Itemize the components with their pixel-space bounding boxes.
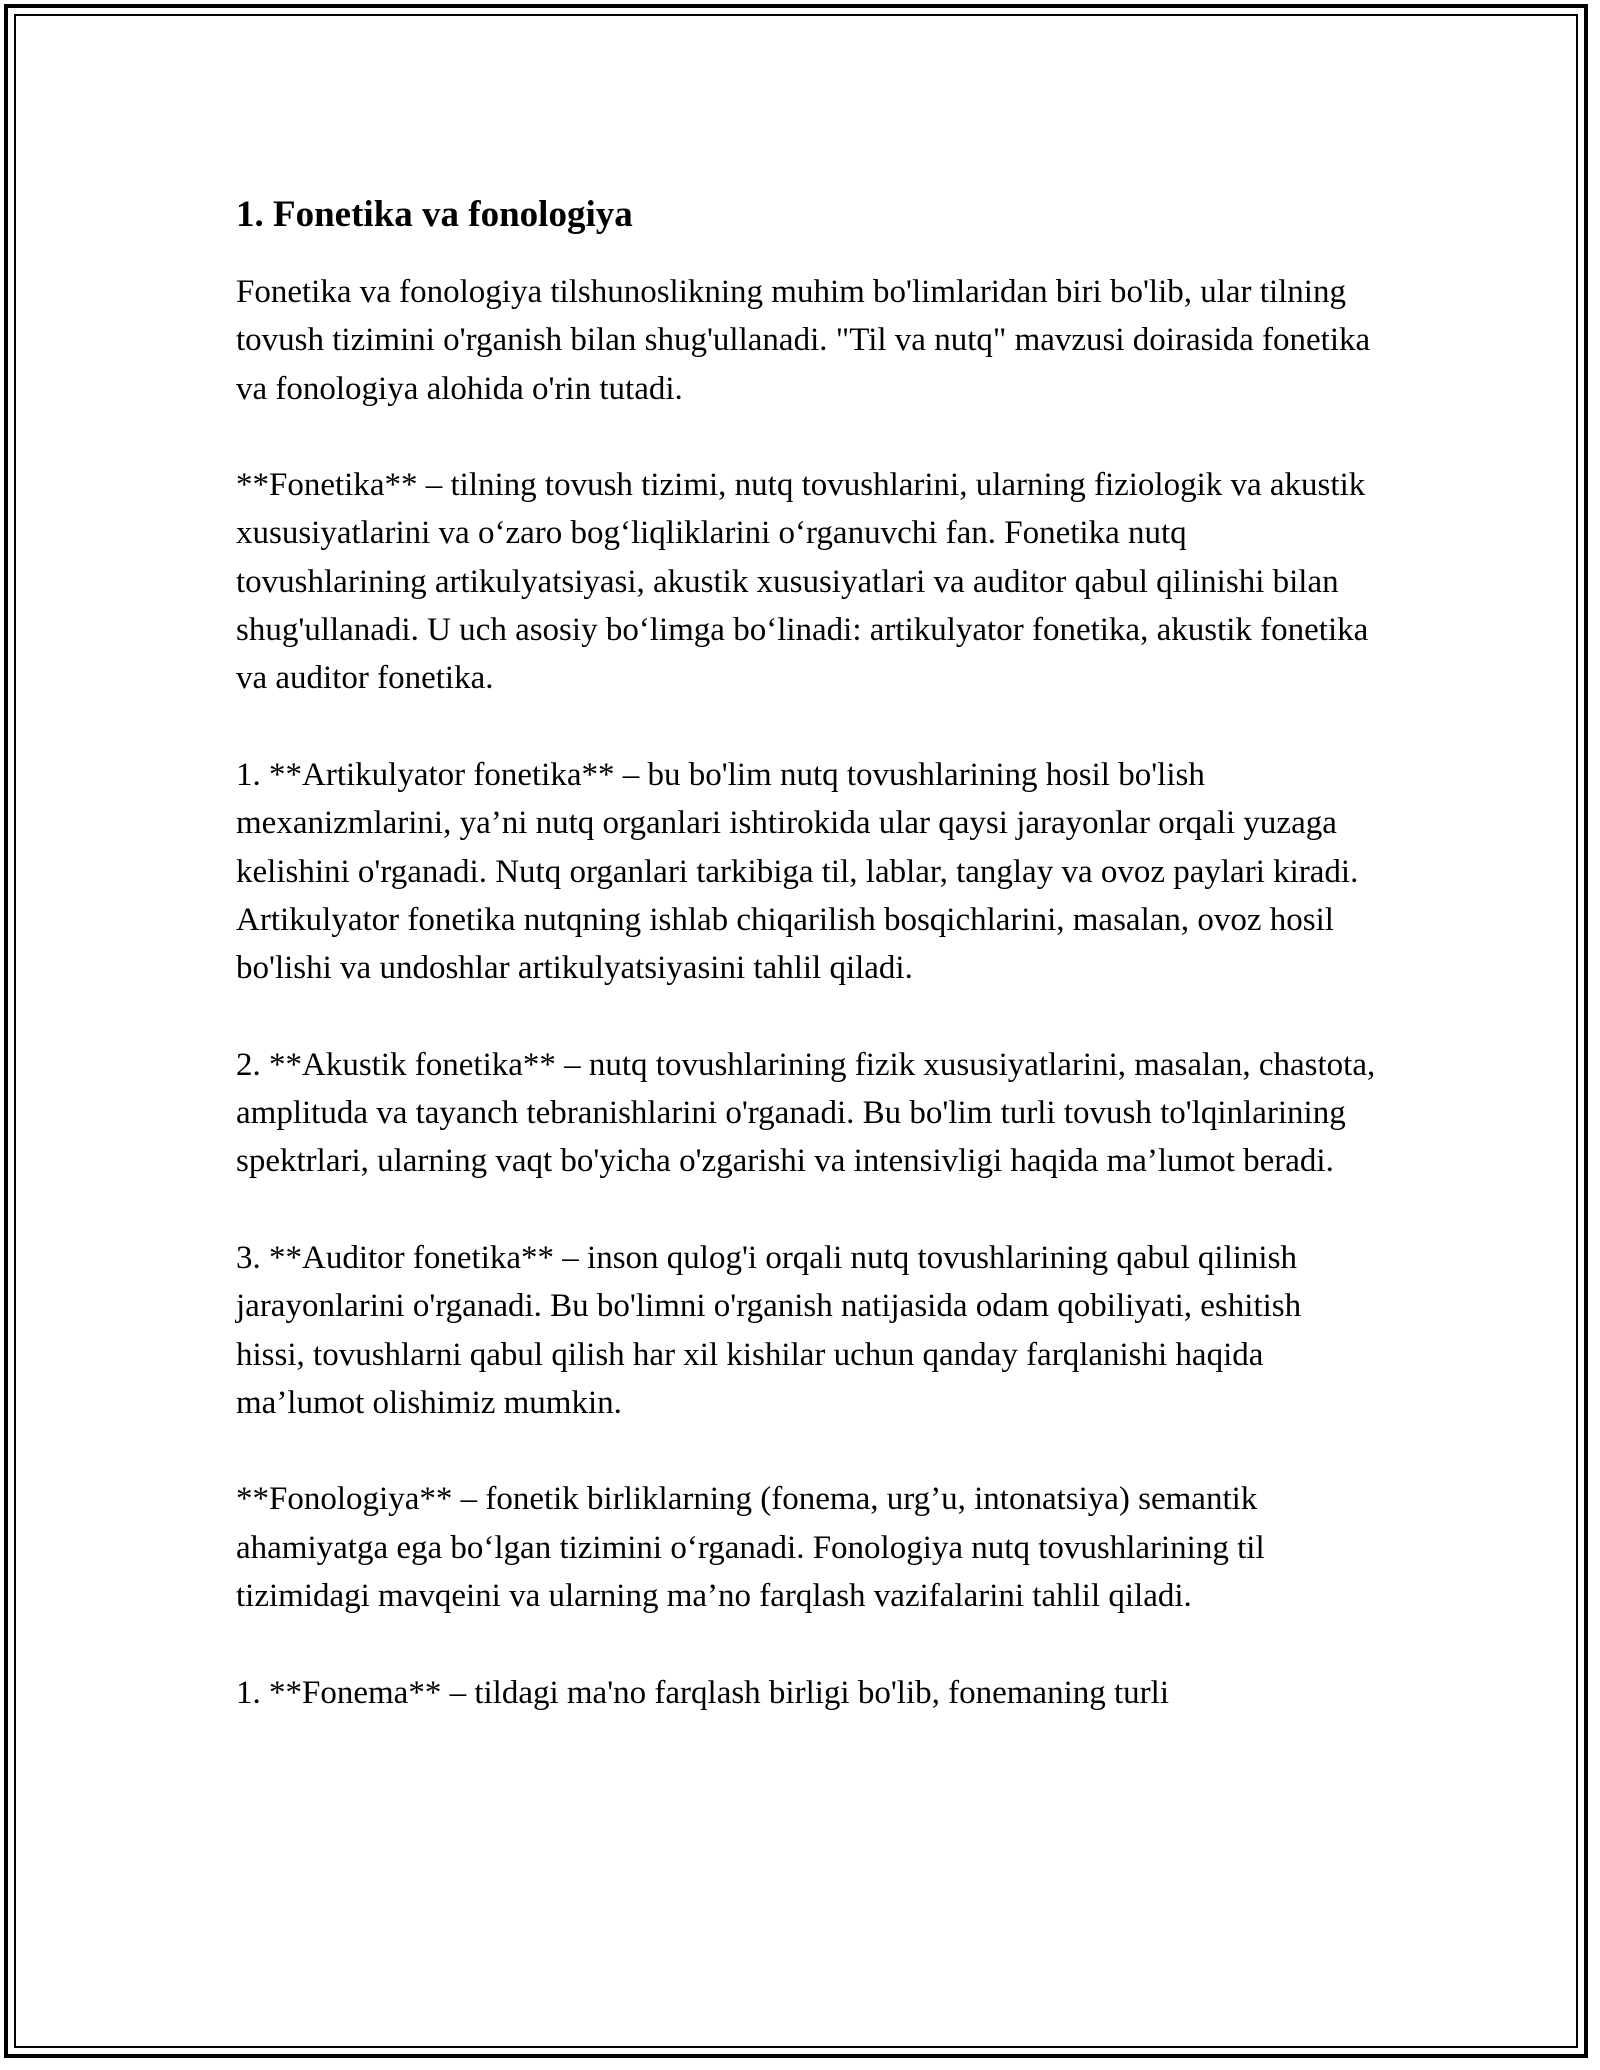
paragraph-fonetika: **Fonetika** – tilning tovush tizimi, nutq tovushlarini, ularning fiziologik va akustik xususiyatlarini va o‘zaro bog‘liqliklarini o‘rganuvchi fan. Fonetika nutq tovushlarining artikulyatsiyasi, akustik xususiyatlari va auditor qabul qilinishi bilan shug'ullanadi. U uch asosiy bo‘limga bo‘linadi: artikulyator fonetika, akustik fonetika va auditor fonetika. xyxy=(236,467,1369,697)
paragraph-akustik: 2. **Akustik fonetika** – nutq tovushlarining fizik xususiyatlarini, masalan, chastota, amplituda va tayanch tebranishlarini o'rganadi. Bu bo'lim turli tovush to'lqinlarining spektrlari, ularning vaqt bo'yicha o'zgarishi va intensivligi haqida ma’lumot beradi. xyxy=(236,1046,1376,1180)
paragraph-intro: Fonetika va fonologiya tilshunoslikning muhim bo'limlaridan biri bo'lib, ular tilning tovush tizimini o'rganish bilan shug'ullanadi. "Til va nutq" mavzusi doirasida fonetika va fonologiya alohida o'rin tutadi. xyxy=(236,274,1371,407)
document-body xyxy=(236,188,1376,1717)
paragraph-fonema: 1. **Fonema** – tildagi ma'no farqlash birligi bo'lib, fonemaning turli xyxy=(236,1674,1169,1711)
paragraph-auditor: 3. **Auditor fonetika** – inson qulog'i orqali nutq tovushlarining qabul qilinish jarayonlarini o'rganadi. Bu bo'limni o'rganish natijasida odam qobiliyati, eshitish hissi, tovushlarni qabul qilish har xil kishilar uchun qanday farqlanishi haqida ma’lumot olishimiz mumkin. xyxy=(236,1239,1302,1421)
section-heading: 1. Fonetika va fonologiya xyxy=(236,194,633,235)
paragraph-artikulyator: 1. **Artikulyator fonetika** – bu bo'lim nutq tovushlarining hosil bo'lish mexanizmlarini, ya’ni nutq organlari ishtirokida ular qaysi jarayonlar orqali yuzaga kelishini o'rganadi. Nutq organlari tarkibiga til, lablar, tanglay va ovoz paylari kiradi. Artikulyator fonetika nutqning ishlab chiqarilish bosqichlarini, masalan, ovoz hosil bo'lishi va undoshlar artikulyatsiyasini tahlil qiladi. xyxy=(236,756,1359,987)
paragraph-fonologiya: **Fonologiya** – fonetik birliklarning (fonema, urg’u, intonatsiya) semantik ahamiyatga ega bo‘lgan tizimini o‘rganadi. Fonologiya nutq tovushlarining til tizimidagi mavqeini va ularning ma’no farqlash vazifalarini tahlil qiladi. xyxy=(236,1481,1265,1615)
heading-spacer xyxy=(236,242,1376,268)
